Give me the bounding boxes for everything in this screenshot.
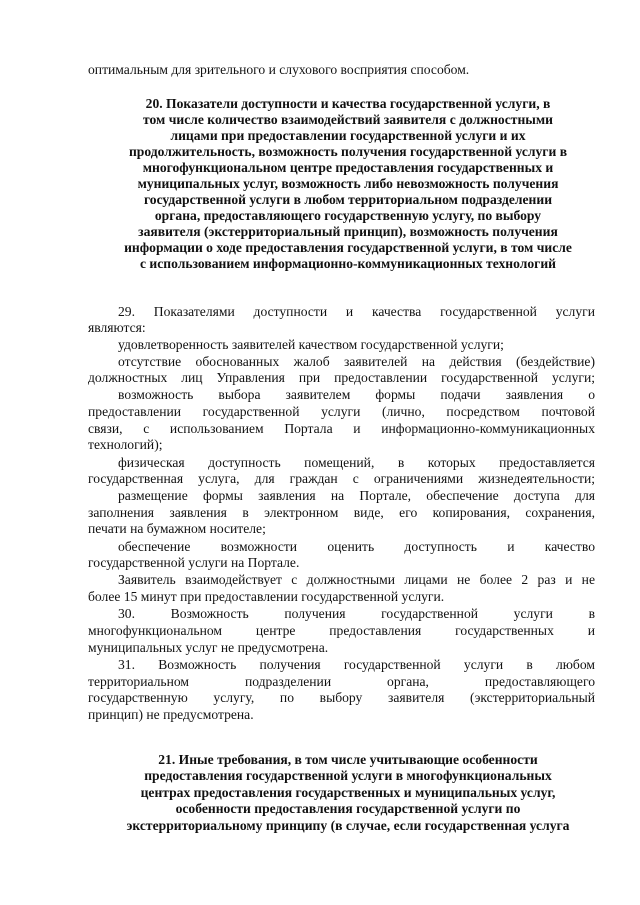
heading-line: государственной услуги в любом территориальном подразделении [143,192,553,207]
heading-line: особенности предоставления государственной услуги по [175,801,521,816]
body-line: должностных лиц Управления при предоставлении государственной услуги; [88,370,595,385]
heading-line: центрах предоставления государственных и муниципальных услуг, [140,785,556,800]
body-line: государственная услуга, для граждан с ограничениями жизнедеятельности; [88,471,595,486]
heading-line: том числе количество взаимодействий заявителя с должностными [143,112,553,127]
heading-line: органа, предоставляющего государственную услугу, по выбору [154,208,542,223]
body-line: удовлетворенность заявителей качеством государственной услуги; [118,337,504,352]
intro-tail-line: оптимальным для зрительного и слухового восприятия способом. [88,62,470,77]
body-line: печати на бумажном носителе; [88,521,266,536]
body-line: муниципальных услуг не предусмотрена. [88,640,329,655]
body-line: государственной услуги на Портале. [88,555,300,570]
body-line: территориальном подразделении органа, предоставляющего [88,674,595,689]
body-line: более 15 минут при предоставлении государственной услуги. [88,589,445,604]
heading-line: 21. Иные требования, в том числе учитывающие особенности [158,752,538,767]
heading-line: продолжительность, возможность получения государственной услуги в [128,144,568,159]
heading-line: 20. Показатели доступности и качества государственной услуги, в [145,96,551,111]
heading-line: информации о ходе предоставления государственной услуги, в том числе [124,240,572,255]
heading-line: муниципальных услуг, возможность либо невозможность получения [137,176,559,191]
body-line: технологий); [88,437,163,452]
body-line: отсутствие обоснованных жалоб заявителей на действия (бездействие) [118,354,595,369]
body-line: обеспечение возможности оценить доступность и качество [118,539,595,554]
body-line: являются: [88,320,146,335]
heading-line: лицами при предоставлении государственной услуги и их [170,128,526,143]
body-line: принцип) не предусмотрена. [88,707,254,722]
body-line: размещение формы заявления на Портале, обеспечение доступа для [118,488,595,503]
body-line: возможность выбора заявителем формы подачи заявления о [118,387,595,402]
body-line: 30. Возможность получения государственной услуги в [118,606,595,621]
heading-line: экстерриториальному принципу (в случае, если государственная услуга [126,818,570,833]
heading-line: заявителя (экстерриториальный принцип), возможность получения [138,224,558,239]
body-line: 31. Возможность получения государственной услуги в любом [118,657,595,672]
heading-line: многофункциональном центре предоставления государственных и [142,160,554,175]
body-line: физическая доступность помещений, в которых предоставляется [118,455,595,470]
heading-line: предоставления государственной услуги в многофункциональных [144,768,552,783]
body-line: государственную услугу, по выбору заявителя (экстерриториальный [88,690,595,705]
body-line: 29. Показателями доступности и качества государственной услуги [118,304,595,319]
body-line: заполнения заявления в электронном виде, его копирования, сохранения, [88,505,595,520]
body-line: предоставлении государственной услуги (лично, посредством почтовой [88,404,595,419]
body-line: Заявитель взаимодействует с должностными лицами не более 2 раз и не [118,572,595,587]
body-line: многофункциональном центре предоставления государственных и [88,623,595,638]
body-line: связи, с использованием Портала и информационно-коммуникационных [88,421,595,436]
heading-line: с использованием информационно-коммуникационных технологий [139,256,556,271]
